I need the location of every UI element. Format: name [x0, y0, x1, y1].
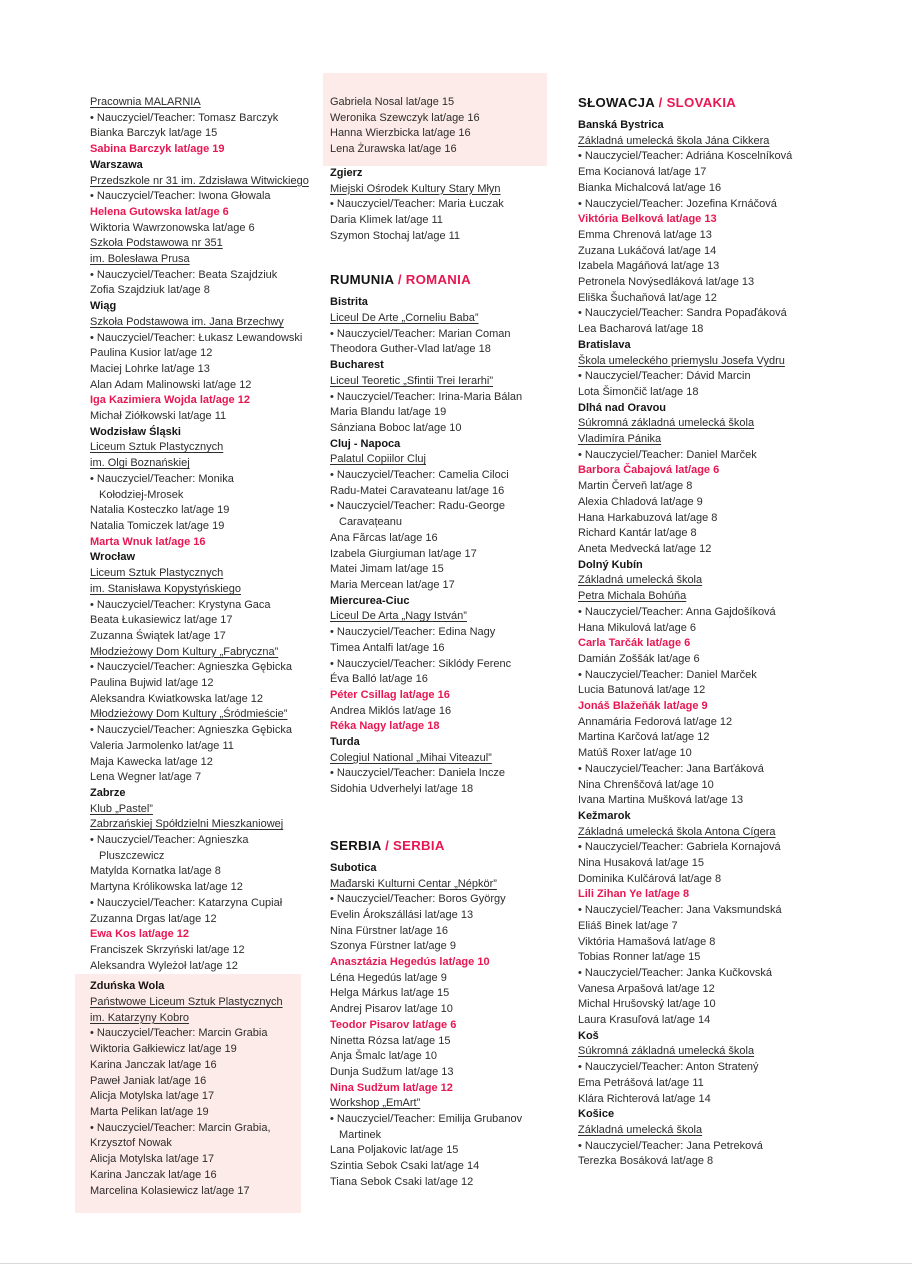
participant-line: Matei Jimam lat/age 15 [330, 563, 444, 576]
city-heading: Wodzisław Śląski [90, 425, 181, 438]
participant-line: Andrea Miklós lat/age 16 [330, 704, 452, 717]
award-participant-line: Teodor Pisarov lat/age 6 [330, 1018, 457, 1031]
participant-line: Maja Kawecka lat/age 12 [90, 755, 213, 768]
participant-line: Karina Janczak lat/age 16 [75, 1058, 301, 1074]
participant-line: Radu-Matei Caravateanu lat/age 16 [330, 484, 505, 497]
award-participant-line: Ewa Kos lat/age 12 [90, 928, 190, 941]
participant-line: Daria Klimek lat/age 11 [330, 213, 443, 226]
participant-line: Alicja Motylska lat/age 17 [75, 1089, 301, 1105]
participant-line: Theodora Guther-Vlad lat/age 18 [330, 343, 491, 356]
school-name: Młodzieżowy Dom Kultury „Śródmieście” [90, 708, 288, 721]
country-name-english: SLOVAKIA [666, 95, 737, 110]
teacher-line: • Nauczyciel/Teacher: Iwona Głowala [90, 190, 271, 203]
country-name-separator: / [381, 837, 394, 853]
continuation-line: Pluszczewicz [99, 849, 165, 862]
teacher-line: • Nauczyciel/Teacher: Dávid Marcin [578, 370, 751, 383]
participant-line: Izabela Giurgiuman lat/age 17 [330, 547, 477, 560]
school-name: Petra Michala Bohúňa [578, 590, 687, 603]
teacher-line: • Nauczyciel/Teacher: Edina Nagy [330, 626, 496, 639]
participant-line: Hana Mikulová lat/age 6 [578, 621, 697, 634]
school-name: Pracownia MALARNIA [90, 96, 201, 108]
award-participant-line: Lili Zihan Ye lat/age 8 [578, 888, 690, 901]
school-name: Szkoła Podstawowa nr 351 [90, 237, 223, 250]
city-heading: Košice [578, 1108, 615, 1121]
school-name: Škola umeleckého priemyslu Josefa Vydru [578, 354, 785, 367]
participant-line: Ivana Martina Mušková lat/age 13 [578, 794, 744, 807]
participant-line: Matylda Kornatka lat/age 8 [90, 865, 221, 878]
country-name-local: SERBIA [330, 837, 382, 853]
city-heading: Zabrze [90, 786, 126, 799]
teacher-line: • Nauczyciel/Teacher: Radu-George [330, 500, 506, 513]
participant-line: Gabriela Nosal lat/age 15 [323, 73, 547, 111]
teacher-line: • Nauczyciel/Teacher: Łukasz Lewandowski [90, 331, 303, 344]
participant-line: Wiktoria Wawrzonowska lat/age 6 [90, 221, 255, 234]
participant-line: Maciej Lohrke lat/age 13 [90, 362, 210, 375]
country-heading [330, 838, 578, 854]
award-participant-line: Nina Sudžum lat/age 12 [330, 1081, 453, 1094]
school-name: Szkoła Podstawowa im. Jana Brzechwy [90, 315, 284, 328]
participant-line: Petronela Novýsedláková lat/age 13 [578, 276, 755, 289]
city-heading: Koš [578, 1029, 599, 1042]
participant-line: Lea Bacharová lat/age 18 [578, 323, 704, 336]
award-participant-line: Barbora Čabajová lat/age 6 [578, 464, 720, 477]
participant-line: Hanna Wierzbicka lat/age 16 [323, 126, 547, 142]
participant-line: Sánziana Boboc lat/age 10 [330, 421, 462, 434]
continuation-line: Kołodziej-Mrosek [99, 488, 184, 501]
teacher-line: • Nauczyciel/Teacher: Katarzyna Cupiał [90, 896, 283, 909]
participant-line: Vanesa Arpašová lat/age 12 [578, 982, 715, 995]
country-name-english: SERBIA [393, 837, 445, 853]
participant-line: Sidohia Udverhelyi lat/age 18 [330, 783, 474, 796]
school-name: Workshop „EmArt” [330, 1097, 421, 1110]
participant-line: Ninetta Rózsa lat/age 15 [330, 1034, 451, 1047]
teacher-line: • Nauczyciel/Teacher: Daniela Incze [330, 767, 506, 780]
participant-line: Wiktoria Gałkiewicz lat/age 19 [75, 1042, 301, 1058]
award-participant-line: Sabina Barczyk lat/age 19 [90, 143, 225, 156]
award-participant-line: Marta Wnuk lat/age 16 [90, 535, 206, 548]
participant-line: Michał Ziółkowski lat/age 11 [90, 410, 227, 423]
teacher-line: • Nauczyciel/Teacher: Beata Szajdziuk [90, 268, 278, 281]
participant-line: Richard Kantár lat/age 8 [578, 527, 697, 540]
city-heading: Dlhá nad Oravou [578, 401, 667, 414]
teacher-line: • Nauczyciel/Teacher: Agnieszka Gębicka [90, 724, 292, 737]
participant-line: Emma Chrenová lat/age 13 [578, 228, 712, 241]
school-name: Młodzieżowy Dom Kultury „Fabryczna” [90, 645, 279, 658]
school-name: Miejski Ośrodek Kultury Stary Młyn [330, 182, 501, 195]
participant-line: Aleksandra Kwiatkowska lat/age 12 [90, 692, 264, 705]
participant-line: Klára Richterová lat/age 14 [578, 1092, 711, 1105]
teacher-line: • Nauczyciel/Teacher: Marcin Grabia, [75, 1121, 301, 1137]
teacher-line: • Nauczyciel/Teacher: Jana Vaksmundská [578, 904, 782, 917]
school-name: Základná umelecká škola Antona Cígera [578, 825, 776, 838]
participant-line: Ema Kocianová lat/age 17 [578, 166, 707, 179]
teacher-line: • Nauczyciel/Teacher: Jozefina Krnáčová [578, 197, 777, 210]
column-3 [578, 95, 812, 1170]
teacher-line: • Nauczyciel/Teacher: Marian Coman [330, 327, 511, 340]
country-name-separator: / [654, 95, 667, 110]
participant-line: Hana Harkabuzová lat/age 8 [578, 511, 718, 524]
participant-line: Aleksandra Wyleżoł lat/age 12 [90, 959, 238, 972]
column-2 [330, 95, 578, 1191]
school-name: Liceum Sztuk Plastycznych [90, 567, 224, 580]
school-name: Liceul De Arte „Corneliu Baba” [330, 312, 479, 325]
city-heading: Warszawa [90, 158, 143, 171]
participant-line: Ana Fărcas lat/age 16 [330, 531, 438, 544]
participant-line: Franciszek Skrzyński lat/age 12 [90, 943, 245, 956]
country-heading [330, 272, 578, 288]
participant-line: Zuzana Lukáčová lat/age 14 [578, 244, 717, 257]
teacher-line: • Nauczyciel/Teacher: Anna Gajdošíková [578, 605, 776, 618]
participant-line: Maria Mercean lat/age 17 [330, 578, 455, 591]
city-heading: Kežmarok [578, 809, 631, 822]
school-name: Základná umelecká škola [578, 574, 703, 587]
school-name: Základná umelecká škola [578, 1124, 703, 1136]
participant-line: Nina Chrenščová lat/age 10 [578, 778, 714, 791]
participant-line: Tobias Ronner lat/age 15 [578, 951, 701, 964]
participant-line: Michal Hrušovský lat/age 10 [578, 998, 716, 1011]
participant-line: Szonya Fürstner lat/age 9 [330, 940, 456, 953]
participant-line: Eliška Šuchaňová lat/age 12 [578, 291, 717, 304]
participant-line: Helga Márkus lat/age 15 [330, 987, 450, 1000]
participant-line: Tiana Sebok Csaki lat/age 12 [330, 1175, 474, 1188]
participant-line: Lena Wegner lat/age 7 [90, 771, 202, 784]
participant-line: Maria Blandu lat/age 19 [330, 406, 447, 419]
participant-line: Dominika Kulčárová lat/age 8 [578, 872, 722, 885]
participant-line: Lena Żurawska lat/age 16 [323, 142, 547, 166]
school-name: Colegiul National „Mihai Viteazul” [330, 751, 492, 764]
city-heading: Wrocław [90, 551, 136, 564]
city-heading: Dolný Kubín [578, 558, 643, 571]
participant-line: Damián Zoššák lat/age 6 [578, 652, 700, 665]
continuation-line: Caravațeanu [339, 516, 402, 529]
school-name: im. Katarzyny Kobro [75, 1011, 301, 1027]
participant-line: Alexia Chladová lat/age 9 [578, 495, 703, 508]
city-heading: Bistrita [330, 296, 368, 309]
column-1 [90, 95, 330, 1213]
continuation-line: Krzysztof Nowak [75, 1136, 301, 1152]
teacher-line: • Nauczyciel/Teacher: Irina-Maria Bálan [330, 390, 523, 403]
participant-line: Zofia Szajdziuk lat/age 8 [90, 284, 210, 297]
participant-line: Karina Janczak lat/age 16 [75, 1168, 301, 1184]
participant-line: Beata Łukasiewicz lat/age 17 [90, 614, 233, 627]
participant-line: Viktória Hamašová lat/age 8 [578, 935, 716, 948]
participant-line: Bianka Barczyk lat/age 15 [90, 127, 218, 140]
teacher-line: • Nauczyciel/Teacher: Marcin Grabia [75, 1026, 301, 1042]
participant-line: Anja Šmalc lat/age 10 [330, 1050, 438, 1063]
participant-line: Bianka Michalcová lat/age 16 [578, 181, 722, 194]
participant-line: Laura Krasuľová lat/age 14 [578, 1014, 711, 1027]
school-name: Liceul Teoretic „Sfintii Trei Ierarhi” [330, 374, 494, 387]
teacher-line: • Nauczyciel/Teacher: Janka Kučkovská [578, 966, 772, 979]
school-name: Vladimíra Pánika [578, 433, 662, 446]
country-name-english: ROMANIA [405, 272, 471, 288]
teacher-line: • Nauczyciel/Teacher: Krystyna Gaca [90, 598, 271, 611]
school-name: Mađarski Kulturni Centar „Népkör” [330, 877, 497, 890]
teacher-line: • Nauczyciel/Teacher: Agnieszka [90, 834, 249, 847]
participant-line: Evelin Árokszállási lat/age 13 [330, 908, 474, 921]
participant-line: Szymon Stochaj lat/age 11 [330, 229, 461, 242]
city-heading: Zgierz [330, 166, 363, 179]
participant-line: Paulina Bujwid lat/age 12 [90, 677, 214, 690]
teacher-line: • Nauczyciel/Teacher: Jana Petreková [578, 1139, 763, 1152]
country-name-local: SŁOWACJA [578, 95, 655, 110]
country-heading [578, 95, 812, 111]
participant-line: Alicja Motylska lat/age 17 [75, 1152, 301, 1168]
school-name: Súkromná základná umelecká škola [578, 417, 755, 430]
participant-line: Paulina Kusior lat/age 12 [90, 347, 213, 360]
participant-line: Paweł Janiak lat/age 16 [75, 1074, 301, 1090]
participant-line: Martina Karčová lat/age 12 [578, 731, 710, 744]
city-heading: Bratislava [578, 338, 631, 351]
participant-line: Szintia Sebok Csaki lat/age 14 [330, 1160, 480, 1173]
city-heading: Zduńska Wola [75, 974, 301, 995]
participant-line: Éva Balló lat/age 16 [330, 673, 428, 686]
participant-line: Nina Husaková lat/age 15 [578, 857, 704, 870]
school-name: Základná umelecká škola Jána Cikkera [578, 134, 770, 147]
teacher-line: • Nauczyciel/Teacher: Anton Stratený [578, 1061, 759, 1074]
participant-line: Zuzanna Świątek lat/age 17 [90, 629, 226, 642]
participant-line: Martin Červeň lat/age 8 [578, 480, 693, 493]
school-name: Przedszkole nr 31 im. Zdzisława Witwickiego [90, 174, 309, 187]
participant-line: Lana Poljakovic lat/age 15 [330, 1144, 459, 1157]
participant-line: Marta Pelikan lat/age 19 [75, 1105, 301, 1121]
participant-line: Alan Adam Malinowski lat/age 12 [90, 378, 252, 391]
teacher-line: • Nauczyciel/Teacher: Jana Barťáková [578, 762, 764, 775]
school-name: im. Bolesława Prusa [90, 253, 190, 266]
city-heading: Cluj - Napoca [330, 437, 401, 450]
participant-line: Annamária Fedorová lat/age 12 [578, 715, 733, 728]
city-heading: Turda [330, 736, 360, 749]
teacher-line: • Nauczyciel/Teacher: Adriána Koscelníková [578, 150, 793, 163]
country-name-separator: / [393, 272, 406, 288]
award-participant-line: Carla Tarčák lat/age 6 [578, 637, 691, 650]
school-name: Liceul De Arta „Nagy István” [330, 610, 467, 623]
school-name: im. Stanisława Kopystyńskiego [90, 582, 242, 595]
participant-line: Weronika Szewczyk lat/age 16 [323, 111, 547, 127]
school-name: Súkromná základná umelecká škola [578, 1045, 755, 1058]
school-name: Liceum Sztuk Plastycznych [90, 441, 224, 454]
teacher-line: • Nauczyciel/Teacher: Maria Łuczak [330, 198, 504, 211]
city-heading: Bucharest [330, 359, 384, 372]
award-participant-line: Viktória Belková lat/age 13 [578, 213, 717, 226]
teacher-line: • Nauczyciel/Teacher: Boros György [330, 893, 506, 906]
award-participant-line: Anasztázia Hegedús lat/age 10 [330, 956, 490, 969]
city-heading: Subotica [330, 861, 377, 874]
participant-line: Eliáš Binek lat/age 7 [578, 919, 678, 932]
teacher-line: • Nauczyciel/Teacher: Agnieszka Gębicka [90, 661, 292, 674]
teacher-line: • Nauczyciel/Teacher: Siklódy Ferenc [330, 657, 512, 670]
participant-line: Léna Hegedús lat/age 9 [330, 971, 447, 984]
award-participant-line: Iga Kazimiera Wojda lat/age 12 [90, 394, 250, 407]
country-name-local: RUMUNIA [330, 272, 394, 288]
participant-line: Zuzanna Drgas lat/age 12 [90, 912, 217, 925]
participant-line: Lucia Batunová lat/age 12 [578, 684, 706, 697]
participant-line: Terezka Bosáková lat/age 8 [578, 1155, 714, 1168]
participant-line: Lota Šimončič lat/age 18 [578, 385, 699, 398]
page-bottom-edge [0, 1263, 912, 1264]
teacher-line: • Nauczyciel/Teacher: Gabriela Kornajová [578, 841, 781, 854]
participant-line: Dunja Sudžum lat/age 13 [330, 1065, 454, 1078]
participant-line: Matúš Roxer lat/age 10 [578, 747, 692, 760]
city-heading: Wiąg [90, 300, 117, 313]
teacher-line: • Nauczyciel/Teacher: Daniel Marček [578, 448, 757, 461]
teacher-line: • Nauczyciel/Teacher: Camelia Ciloci [330, 469, 509, 482]
participant-line: Martyna Królikowska lat/age 12 [90, 881, 243, 894]
participant-line: Valeria Jarmolenko lat/age 11 [90, 739, 234, 752]
school-name: Klub „Pastel” [90, 802, 153, 815]
teacher-line: • Nauczyciel/Teacher: Monika [90, 472, 234, 485]
school-name: Państwowe Liceum Sztuk Plastycznych [75, 995, 301, 1011]
city-heading: Banská Bystrica [578, 119, 664, 131]
award-participant-line: Péter Csillag lat/age 16 [330, 688, 450, 701]
teacher-line: • Nauczyciel/Teacher: Emilija Grubanov [330, 1113, 523, 1126]
participant-line: Natalia Kosteczko lat/age 19 [90, 504, 230, 517]
award-participant-line: Helena Gutowska lat/age 6 [90, 205, 229, 218]
participant-line: Marcelina Kolasiewicz lat/age 17 [75, 1184, 301, 1214]
participant-line: Ema Petrášová lat/age 11 [578, 1076, 704, 1089]
teacher-line: • Nauczyciel/Teacher: Daniel Marček [578, 668, 757, 681]
participant-line: Aneta Medvecká lat/age 12 [578, 542, 712, 555]
school-name: Zabrzańskiej Spółdzielni Mieszkaniowej [90, 818, 284, 831]
participant-line: Izabela Magáňová lat/age 13 [578, 260, 720, 273]
participant-line: Andrej Pisarov lat/age 10 [330, 1003, 453, 1016]
teacher-line: • Nauczyciel/Teacher: Sandra Popaďáková [578, 307, 787, 320]
city-heading: Miercurea-Ciuc [330, 594, 410, 607]
teacher-line: • Nauczyciel/Teacher: Tomasz Barczyk [90, 111, 279, 124]
participant-line: Nina Fürstner lat/age 16 [330, 924, 449, 937]
participant-line: Timea Antalfi lat/age 16 [330, 641, 445, 654]
participant-line: Natalia Tomiczek lat/age 19 [90, 519, 225, 532]
school-name: Palatul Copiilor Cluj [330, 453, 426, 466]
continuation-line: Martinek [339, 1128, 382, 1141]
award-participant-line: Réka Nagy lat/age 18 [330, 720, 440, 733]
award-participant-line: Jonáš Blažeňák lat/age 9 [578, 700, 708, 713]
school-name: im. Olgi Boznańskiej [90, 457, 190, 470]
